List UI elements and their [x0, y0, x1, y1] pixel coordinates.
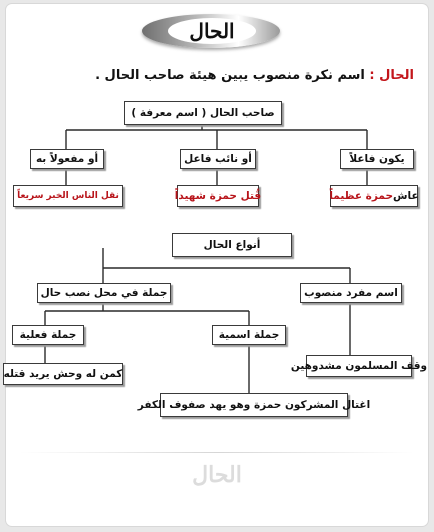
- type-nominal-label: جملة اسمية: [218, 329, 280, 341]
- types-heading-box: [172, 233, 292, 257]
- type-sentence-box: [37, 283, 171, 303]
- type-single-box: [300, 283, 402, 303]
- example-plain: عاش: [393, 190, 419, 202]
- example-highlight: نقل الناس الخبر سريعاً: [17, 191, 119, 201]
- example-nominal-box: [137, 393, 371, 417]
- example-single-box: [290, 355, 428, 377]
- type-verbal-label: جملة فعلية: [19, 329, 77, 341]
- owner-heading-box: [124, 101, 282, 125]
- example-single: وقف المسلمون مشدوهين: [290, 360, 428, 372]
- title-badge: [142, 14, 280, 48]
- owner-example-subject: [330, 185, 418, 207]
- owner-kind-passive: [180, 149, 256, 169]
- example-verbal: كمن له وحش يريد قتله: [3, 368, 123, 380]
- type-single-label: اسم مفرد منصوب: [304, 287, 398, 299]
- owner-kind-label: أو نائب فاعل: [184, 153, 252, 165]
- owner-heading: صاحب الحال ( اسم معرفة ): [131, 107, 275, 119]
- definition-term: الحال :: [369, 68, 414, 83]
- divider: [20, 452, 414, 453]
- example-highlight: قُتل حمزة شهيداً: [174, 190, 262, 202]
- owner-example-object: [13, 185, 123, 207]
- watermark: الحال: [192, 462, 242, 488]
- owner-kind-object: [30, 149, 104, 169]
- example-verbal-box: [3, 363, 123, 385]
- owner-kind-label: يكون فاعلاً: [349, 153, 405, 165]
- type-nominal-box: [212, 325, 286, 345]
- owner-example-passive: [174, 185, 262, 207]
- definition-text: اسم نكرة منصوب يبين هيئة صاحب الحال .: [95, 68, 370, 83]
- page-title: الحال: [189, 19, 235, 43]
- type-sentence-label: جملة في محل نصب حال: [40, 287, 168, 299]
- definition: [95, 68, 414, 83]
- type-verbal-box: [12, 325, 84, 345]
- example-nominal: اغتال المشركون حمزة وهو يهد صفوف الكفر: [137, 399, 371, 411]
- types-heading: أنواع الحال: [203, 239, 261, 251]
- example-highlight: حمزة عظيماً: [329, 190, 394, 202]
- owner-kind-label: أو مفعولاً به: [35, 153, 99, 165]
- owner-kind-subject: [340, 149, 414, 169]
